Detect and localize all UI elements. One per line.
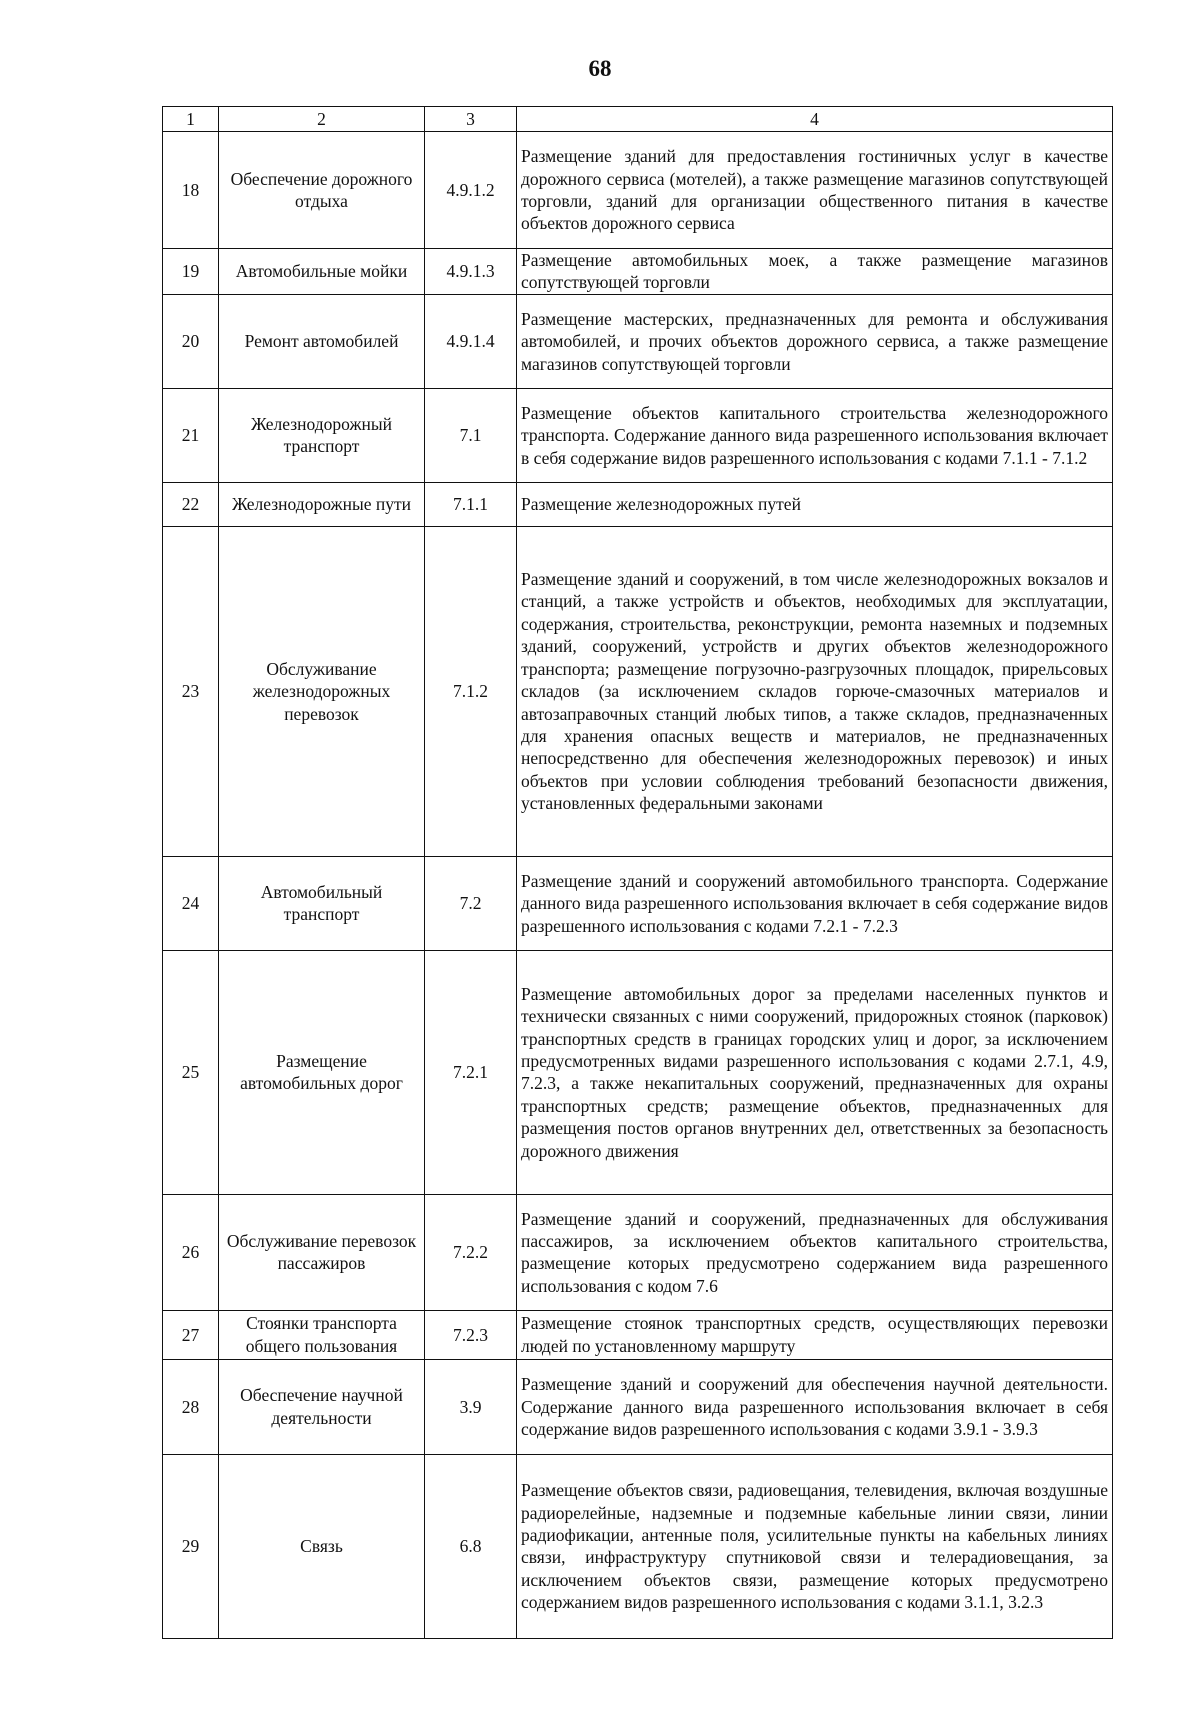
table-row [163, 1359, 1113, 1454]
row-description: Размещение зданий и сооружений, предназначенных для обслуживания пассажиров, за исключением объектов капитального строительства, размещение которых предусмотрено содержанием вида разрешенного использования с кодом 7.6 [517, 1194, 1113, 1310]
row-number: 26 [163, 1194, 219, 1310]
table-row [163, 132, 1113, 249]
row-description: Размещение стоянок транспортных средств, осуществляющих перевозки людей по установленному маршруту [517, 1310, 1113, 1359]
row-name: Автомобильный транспорт [219, 856, 425, 950]
row-description: Размещение объектов связи, радиовещания, телевидения, включая воздушные радиорелейные, надземные и подземные кабельные линии связи, линии радиофикации, антенные поля, усилительные пункты на кабельных линиях связи, инфраструктуру спутниковой связи и телерадиовещания, за исключением объектов связи, размещение которых предусмотрено содержанием видов разрешенного использования с кодами 3.1.1, 3.2.3 [517, 1454, 1113, 1638]
row-description: Размещение мастерских, предназначенных для ремонта и обслуживания автомобилей, и прочих объектов дорожного сервиса, а также размещение магазинов сопутствующей торговли [517, 294, 1113, 388]
table-row [163, 294, 1113, 388]
row-code: 4.9.1.3 [425, 249, 517, 295]
row-name: Обеспечение дорожного отдыха [219, 132, 425, 249]
row-code: 4.9.1.4 [425, 294, 517, 388]
page-number: 68 [588, 56, 612, 81]
table-header-row [163, 107, 1113, 132]
column-header-name: 2 [219, 107, 425, 132]
column-header-number: 1 [163, 107, 219, 132]
row-name: Ремонт автомобилей [219, 294, 425, 388]
row-description: Размещение зданий для предоставления гостиничных услуг в качестве дорожного сервиса (мотелей), а также размещение магазинов сопутствующей торговли, зданий для организации общественного питания в качестве объектов дорожного сервиса [517, 132, 1113, 249]
row-number: 25 [163, 950, 219, 1194]
row-name: Стоянки транспорта общего пользования [219, 1310, 425, 1359]
row-code: 7.1.2 [425, 526, 517, 856]
row-name: Размещение автомобильных дорог [219, 950, 425, 1194]
row-name: Связь [219, 1454, 425, 1638]
row-number: 27 [163, 1310, 219, 1359]
table-row [163, 856, 1113, 950]
row-name: Обслуживание перевозок пассажиров [219, 1194, 425, 1310]
row-number: 20 [163, 294, 219, 388]
row-number: 24 [163, 856, 219, 950]
row-code: 7.1 [425, 388, 517, 482]
row-description: Размещение автомобильных моек, а также размещение магазинов сопутствующей торговли [517, 249, 1113, 295]
row-code: 7.1.1 [425, 482, 517, 526]
table-row [163, 249, 1113, 295]
row-code: 4.9.1.2 [425, 132, 517, 249]
row-name: Обслуживание железнодорожных перевозок [219, 526, 425, 856]
table-row [163, 526, 1113, 856]
row-name: Железнодорожные пути [219, 482, 425, 526]
row-number: 19 [163, 249, 219, 295]
row-name: Обеспечение научной деятельности [219, 1359, 425, 1454]
row-number: 29 [163, 1454, 219, 1638]
row-code: 6.8 [425, 1454, 517, 1638]
row-code: 7.2.2 [425, 1194, 517, 1310]
row-number: 23 [163, 526, 219, 856]
row-number: 28 [163, 1359, 219, 1454]
row-description: Размещение зданий и сооружений автомобильного транспорта. Содержание данного вида разрешенного использования включает в себя содержание видов разрешенного использования с кодами 7.2.1 - 7.2.3 [517, 856, 1113, 950]
row-name: Автомобильные мойки [219, 249, 425, 295]
row-number: 22 [163, 482, 219, 526]
table-row [163, 482, 1113, 526]
table-row [163, 1454, 1113, 1638]
row-name: Железнодорожный транспорт [219, 388, 425, 482]
table-row [163, 1310, 1113, 1359]
row-description: Размещение автомобильных дорог за пределами населенных пунктов и технически связанных с ними сооружений, придорожных стоянок (парковок) транспортных средств в границах городских улиц и дорог, за исключением предусмотренных видами разрешенного использования с кодами 2.7.1, 4.9, 7.2.3, а также некапитальных сооружений, предназначенных для охраны транспортных средств; размещение объектов, предназначенных для размещения постов органов внутренних дел, ответственных за безопасность дорожного движения [517, 950, 1113, 1194]
land-use-table [162, 106, 1113, 1639]
table-row [163, 950, 1113, 1194]
row-description: Размещение железнодорожных путей [517, 482, 1113, 526]
column-header-code: 3 [425, 107, 517, 132]
row-number: 21 [163, 388, 219, 482]
row-code: 3.9 [425, 1359, 517, 1454]
table-row [163, 388, 1113, 482]
row-description: Размещение объектов капитального строительства железнодорожного транспорта. Содержание данного вида разрешенного использования включает в себя содержание видов разрешенного использования с кодами 7.1.1 - 7.1.2 [517, 388, 1113, 482]
table-row [163, 1194, 1113, 1310]
row-description: Размещение зданий и сооружений, в том числе железнодорожных вокзалов и станций, а также устройств и объектов, необходимых для эксплуатации, содержания, строительства, реконструкции, ремонта наземных и подземных зданий, сооружений, устройств и других объектов железнодорожного транспорта; размещение погрузочно-разгрузочных площадок, прирельсовых складов (за исключением складов горюче-смазочных материалов и автозаправочных станций любых типов, а также складов, предназначенных для хранения опасных веществ и материалов, не предназначенных непосредственно для обеспечения железнодорожных перевозок) и иных объектов при условии соблюдения требований безопасности движения, установленных федеральными законами [517, 526, 1113, 856]
row-code: 7.2.1 [425, 950, 517, 1194]
row-number: 18 [163, 132, 219, 249]
column-header-description: 4 [517, 107, 1113, 132]
row-code: 7.2 [425, 856, 517, 950]
row-description: Размещение зданий и сооружений для обеспечения научной деятельности. Содержание данного вида разрешенного использования включает в себя содержание видов разрешенного использования с кодами 3.9.1 - 3.9.3 [517, 1359, 1113, 1454]
row-code: 7.2.3 [425, 1310, 517, 1359]
